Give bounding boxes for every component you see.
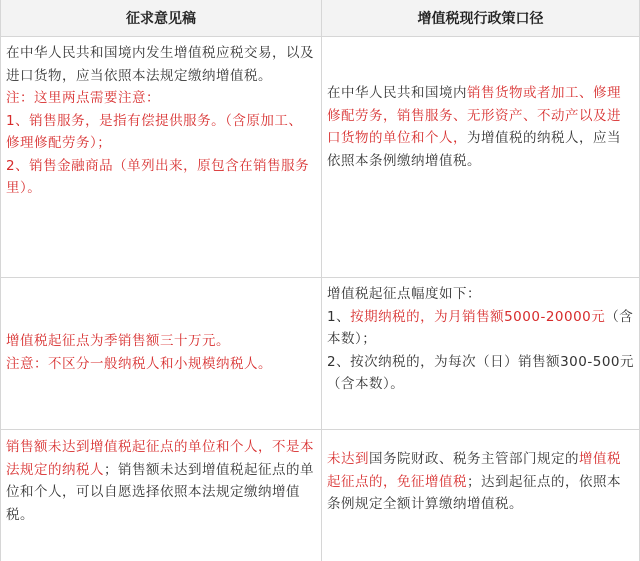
row2-right-intro: 增值税起征点幅度如下： <box>327 286 481 302</box>
row1-right-text-1: 在中华人民共和国境内 <box>327 85 467 101</box>
row3-right-cell <box>322 448 639 516</box>
row2-right-item1-prefix: 1、 <box>327 308 351 325</box>
header-draft: 征求意见稿 <box>1 0 321 36</box>
row2-left-cell <box>1 330 321 375</box>
row2-right-item1-suffix: （含本数）； <box>327 308 634 347</box>
row1-left-cell <box>1 42 321 200</box>
row1-right-highlight: 销售货物或者加工、修理修配劳务，销售服务、无形资产、不动产以及进口货物的单位和个人， <box>327 85 621 146</box>
row1-left-note-2: 2、销售金融商品（单列出来，原包含在销售服务里）。 <box>6 157 310 196</box>
row1-left-note-title: 注：这里两点需要注意： <box>6 90 160 106</box>
row2-right-cell <box>322 283 639 396</box>
header-current-policy: 增值税现行政策口径 <box>322 0 639 36</box>
row1-right-cell <box>322 82 639 172</box>
row3-left-highlight: 销售额未达到增值税起征点的单位和个人，不是本法规定的纳税人 <box>6 439 314 478</box>
header-divider <box>0 36 640 37</box>
row2-right-item1-highlight: 按期纳税的，为月销售额5000-20000元 <box>350 308 606 325</box>
row3-right-text-1: 国务院财政、税务主管部门规定的 <box>369 451 579 467</box>
row2-left-text-1: 增值税起征点为季销售额三十万元。 <box>6 333 230 349</box>
row2-left-text-2: 注意：不区分一般纳税人和小规模纳税人。 <box>6 355 272 372</box>
row1-right-text-2: 为增值税的纳税人，应当依照本条例缴纳增值税。 <box>327 130 621 169</box>
row3-left-text: ；销售额未达到增值税起征点的单位和个人，可以自愿选择依照本法规定缴纳增值税。 <box>6 461 314 523</box>
row-divider-2 <box>0 429 640 430</box>
row1-left-text-1: 在中华人民共和国境内发生增值税应税交易，以及进口货物，应当依照本法规定缴纳增值税。 <box>6 45 314 84</box>
row3-right-highlight-2: 增值税起征点的，免征增值税 <box>327 451 621 490</box>
row3-right-text-2: ；达到起征点的，依照本条例规定全额计算缴纳增值税。 <box>327 473 621 512</box>
row-divider-1 <box>0 277 640 278</box>
row3-right-highlight-1: 未达到 <box>327 451 369 467</box>
row2-right-item2: 2、按次纳税的，为每次（日）销售额300-500元（含本数）。 <box>327 353 634 392</box>
row1-left-note-1: 1、销售服务，是指有偿提供服务。（含原加工、修理修配劳务）； <box>6 112 303 151</box>
row3-left-cell <box>1 436 321 526</box>
